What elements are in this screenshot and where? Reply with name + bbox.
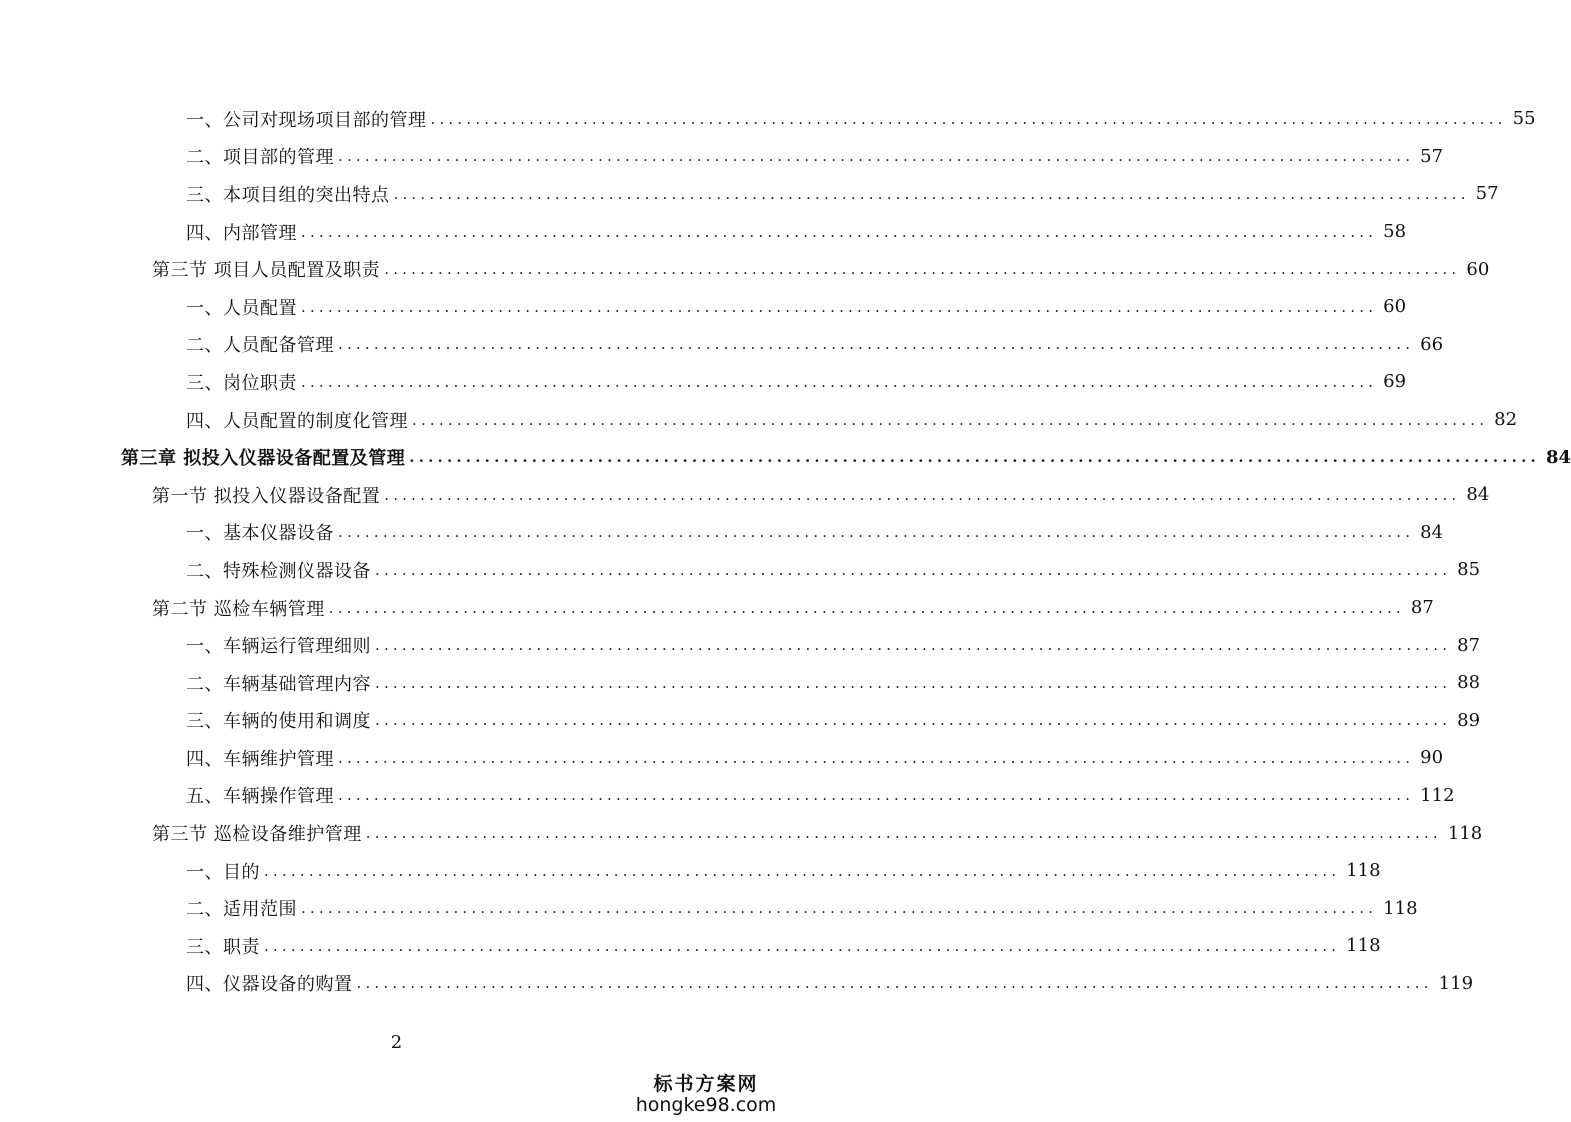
toc-entry-title: 一、车辆运行管理细则 <box>186 636 371 658</box>
toc-entry-item[interactable] <box>0 175 1499 213</box>
toc-entry-title: 一、目的 <box>186 861 260 883</box>
page-number: 2 <box>390 1032 403 1053</box>
toc-entry-title: 二、适用范围 <box>186 899 297 921</box>
toc-leader-dots: ........................................................................................................................ <box>409 448 1540 467</box>
toc-entry-page: 85 <box>1457 559 1481 581</box>
toc-leader-dots: ........................................................................................................................ <box>338 335 1415 354</box>
toc-leader-dots: ........................................................................................................................ <box>393 184 1470 203</box>
toc-entry-page: 82 <box>1494 409 1518 431</box>
toc-entry-item[interactable] <box>0 927 1381 965</box>
toc-entry-title: 第三章 拟投入仪器设备配置及管理 <box>121 448 406 470</box>
toc-entry-title: 四、人员配置的制度化管理 <box>186 410 408 432</box>
toc-entry-page: 66 <box>1420 333 1444 355</box>
toc-leader-dots: ........................................................................................................................ <box>264 936 1341 955</box>
toc-leader-dots: ........................................................................................................................ <box>338 786 1415 805</box>
toc-entry-title: 第三节 项目人员配置及职责 <box>152 260 381 282</box>
toc-entry-item[interactable] <box>0 739 1444 777</box>
toc-entry-page: 119 <box>1438 972 1474 994</box>
toc-entry-item[interactable] <box>0 852 1381 890</box>
toc-entry-page: 88 <box>1457 672 1481 694</box>
toc-leader-dots: ........................................................................................................................ <box>356 974 1433 993</box>
toc-leader-dots: ........................................................................................................................ <box>301 899 1378 918</box>
toc-leader-dots: ........................................................................................................................ <box>384 485 1461 504</box>
toc-entry-page: 57 <box>1420 145 1444 167</box>
toc-entry-page: 60 <box>1466 258 1490 280</box>
toc-leader-dots: ........................................................................................................................ <box>375 636 1452 655</box>
toc-entry-page: 84 <box>1420 521 1444 543</box>
toc-entry-item[interactable] <box>0 551 1481 589</box>
watermark-logo <box>631 1069 781 1116</box>
toc-entry-page: 58 <box>1383 221 1407 243</box>
toc-entry-title: 二、人员配备管理 <box>186 335 334 357</box>
toc-entry-page: 118 <box>1346 860 1381 882</box>
toc-entry-chapter[interactable] <box>0 438 1571 476</box>
toc-entry-item[interactable] <box>0 326 1444 364</box>
toc-leader-dots: ........................................................................................................................ <box>430 109 1507 128</box>
toc-entry-title: 第二节 巡检车辆管理 <box>152 598 325 620</box>
toc-entry-section[interactable] <box>0 814 1483 852</box>
toc-entry-page: 57 <box>1475 183 1499 205</box>
toc-entry-page: 87 <box>1457 634 1481 656</box>
toc-leader-dots: ........................................................................................................................ <box>301 297 1378 316</box>
toc-entry-page: 112 <box>1420 784 1455 806</box>
toc-entry-title: 二、特殊检测仪器设备 <box>186 560 371 582</box>
toc-leader-dots: ........................................................................................................................ <box>338 748 1415 767</box>
toc-leader-dots: ........................................................................................................................ <box>301 372 1378 391</box>
toc-entry-item[interactable] <box>0 777 1455 815</box>
toc-entry-page: 87 <box>1410 597 1434 619</box>
watermark-url: hongke98.com <box>635 1094 777 1116</box>
toc-entry-title: 一、人员配置 <box>186 297 297 319</box>
toc-leader-dots: ........................................................................................................................ <box>338 147 1415 166</box>
toc-entry-item[interactable] <box>0 100 1536 138</box>
table-of-contents <box>0 100 1571 1002</box>
toc-leader-dots: ........................................................................................................................ <box>301 222 1378 241</box>
toc-entry-section[interactable] <box>0 476 1490 514</box>
toc-leader-dots: ........................................................................................................................ <box>375 560 1452 579</box>
toc-entry-page: 89 <box>1457 709 1481 731</box>
toc-entry-item[interactable] <box>0 626 1481 664</box>
toc-entry-title: 一、公司对现场项目部的管理 <box>186 109 427 131</box>
toc-entry-page: 84 <box>1545 446 1571 468</box>
toc-entry-title: 四、车辆维护管理 <box>186 748 334 770</box>
toc-entry-item[interactable] <box>0 889 1418 927</box>
toc-entry-title: 四、内部管理 <box>186 222 297 244</box>
toc-leader-dots: ........................................................................................................................ <box>375 673 1452 692</box>
toc-entry-title: 二、车辆基础管理内容 <box>186 673 371 695</box>
toc-leader-dots: ........................................................................................................................ <box>338 523 1415 542</box>
toc-leader-dots: ........................................................................................................................ <box>384 260 1461 279</box>
toc-entry-title: 第一节 拟投入仪器设备配置 <box>152 485 381 507</box>
toc-leader-dots: ........................................................................................................................ <box>328 598 1405 617</box>
toc-leader-dots: ........................................................................................................................ <box>412 410 1489 429</box>
toc-entry-section[interactable] <box>0 250 1490 288</box>
toc-entry-page: 90 <box>1420 747 1444 769</box>
toc-entry-page: 60 <box>1383 296 1407 318</box>
toc-entry-title: 四、仪器设备的购置 <box>186 974 353 996</box>
toc-leader-dots: ........................................................................................................................ <box>375 711 1452 730</box>
toc-entry-title: 第三节 巡检设备维护管理 <box>152 824 362 846</box>
toc-entry-item[interactable] <box>0 213 1407 251</box>
toc-entry-item[interactable] <box>0 664 1481 702</box>
toc-entry-item[interactable] <box>0 702 1481 740</box>
toc-entry-title: 三、本项目组的突出特点 <box>186 184 390 206</box>
toc-entry-item[interactable] <box>0 363 1407 401</box>
toc-entry-section[interactable] <box>0 589 1434 627</box>
watermark-chinese: 标书方案网 <box>653 1073 759 1095</box>
toc-entry-title: 三、职责 <box>186 936 260 958</box>
toc-entry-title: 三、车辆的使用和调度 <box>186 711 371 733</box>
toc-entry-page: 118 <box>1447 822 1483 844</box>
toc-entry-item[interactable] <box>0 138 1444 176</box>
toc-entry-page: 118 <box>1346 935 1381 957</box>
toc-leader-dots: ........................................................................................................................ <box>365 824 1442 843</box>
toc-entry-page: 118 <box>1383 897 1418 919</box>
toc-entry-title: 三、岗位职责 <box>186 372 297 394</box>
toc-entry-item[interactable] <box>0 401 1518 439</box>
toc-entry-page: 55 <box>1512 108 1536 130</box>
toc-entry-title: 五、车辆操作管理 <box>186 786 334 808</box>
toc-entry-page: 69 <box>1383 371 1407 393</box>
toc-entry-item[interactable] <box>0 288 1407 326</box>
toc-entry-item[interactable] <box>0 514 1444 552</box>
toc-leader-dots: ........................................................................................................................ <box>264 861 1341 880</box>
toc-entry-page: 84 <box>1466 484 1490 506</box>
toc-entry-item[interactable] <box>0 965 1474 1003</box>
toc-entry-title: 一、基本仪器设备 <box>186 523 334 545</box>
toc-entry-title: 二、项目部的管理 <box>186 147 334 169</box>
